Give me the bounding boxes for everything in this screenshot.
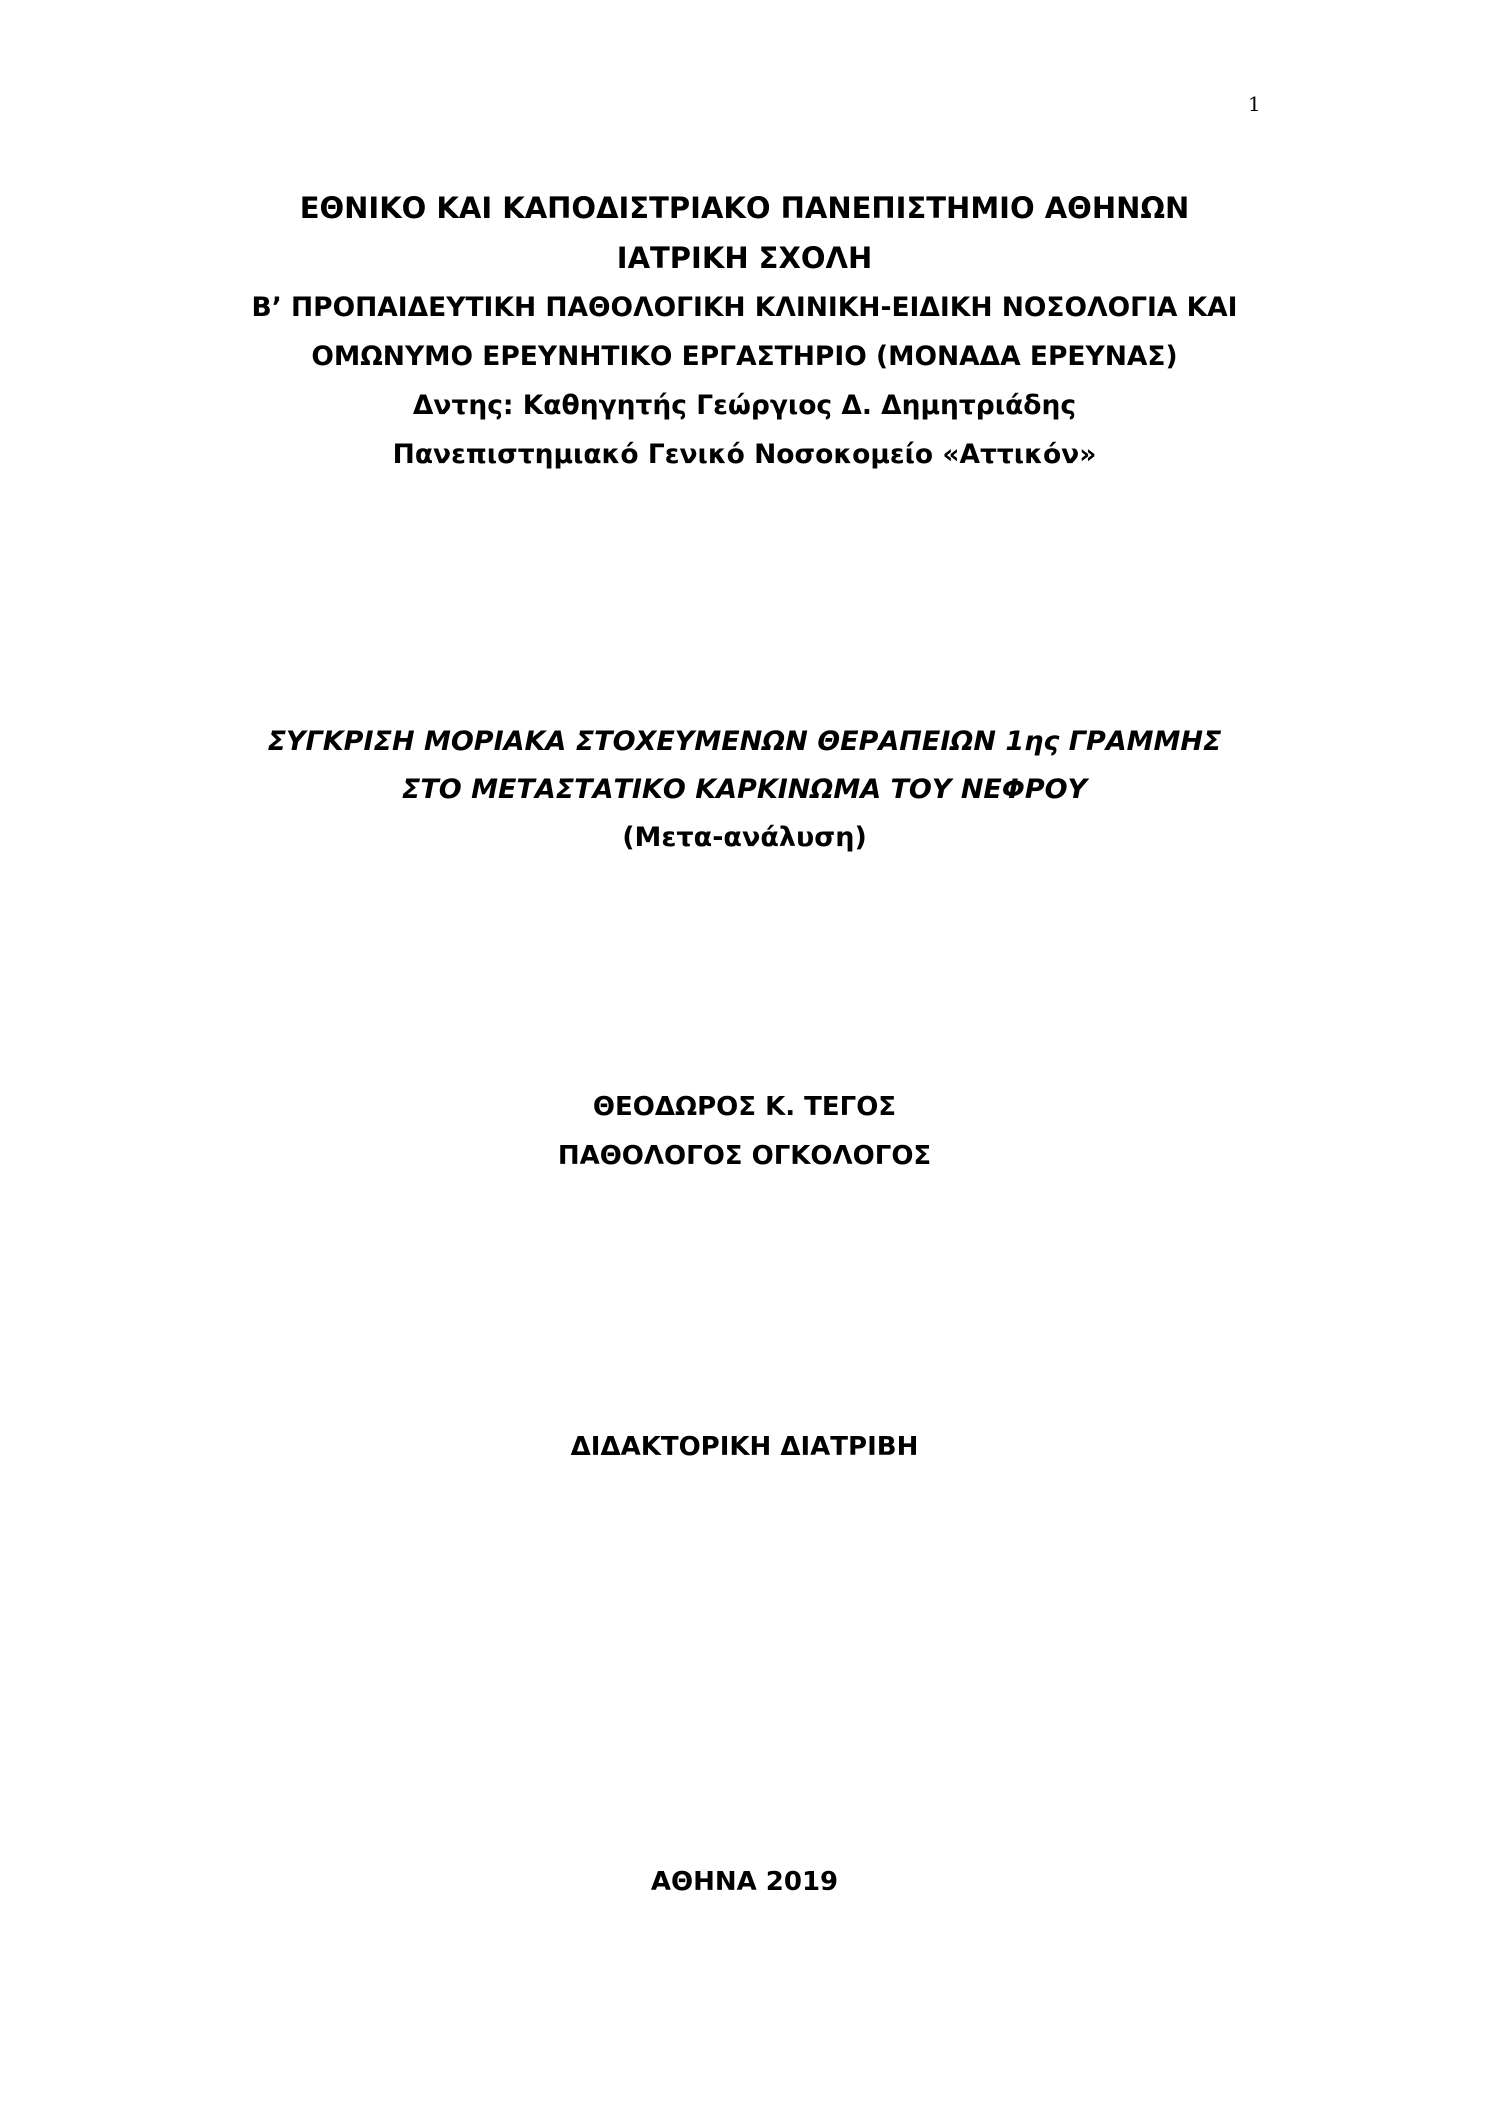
degree-text: ΔΙΔΑΚΤΟΡΙΚΗ ΔΙΑΤΡΙΒΗ	[570, 1432, 919, 1462]
clinic-name-line2: ΟΜΩΝΥΜΟ ΕΡΕΥΝΗΤΙΚΟ ΕΡΓΑΣΤΗΡΙΟ (ΜΟΝΑΔΑ ΕΡΕΥΝΑΣ)	[311, 341, 1178, 372]
degree-label	[0, 1427, 1489, 1467]
author-specialty: ΠΑΘΟΛΟΓΟΣ ΟΓΚΟΛΟΓΟΣ	[557, 1141, 932, 1171]
place-year-text: ΑΘΗΝΑ 2019	[650, 1867, 839, 1897]
institution-header	[0, 183, 1489, 479]
place-year	[0, 1862, 1489, 1902]
thesis-title-line2: ΣΤΟ ΜΕΤΑΣΤΑΤΙΚΟ ΚΑΡΚΙΝΩΜΑ ΤΟΥ ΝΕΦΡΟΥ	[401, 774, 1088, 805]
university-name: ΕΘΝΙΚΟ ΚΑΙ ΚΑΠΟΔΙΣΤΡΙΑΚΟ ΠΑΝΕΠΙΣΤΗΜΙΟ ΑΘΗΝΩΝ	[299, 191, 1190, 225]
thesis-title-line1: ΣΥΓΚΡΙΣΗ ΜΟΡΙΑΚΑ ΣΤΟΧΕΥΜΕΝΩΝ ΘΕΡΑΠΕΙΩΝ 1ης ΓΡΑΜΜΗΣ	[267, 726, 1222, 757]
thesis-subtitle: (Μετα-ανάλυση)	[622, 822, 867, 853]
director-name: Δντης: Καθηγητής Γεώργιος Δ. Δημητριάδης	[412, 390, 1077, 421]
hospital-name: Πανεπιστημιακό Γενικό Νοσοκομείο «Αττικόν»	[392, 439, 1097, 470]
page-number: 1	[1248, 92, 1261, 116]
thesis-title	[0, 718, 1489, 862]
clinic-name-line1: Β’ ΠΡΟΠΑΙΔΕΥΤΙΚΗ ΠΑΘΟΛΟΓΙΚΗ ΚΛΙΝΙΚΗ-ΕΙΔΙΚΗ ΝΟΣΟΛΟΓΙΑ ΚΑΙ	[251, 292, 1238, 323]
author-block	[0, 1083, 1489, 1181]
author-name: ΘΕΟΔΩΡΟΣ Κ. ΤΕΓΟΣ	[592, 1092, 897, 1122]
school-name: ΙΑΤΡΙΚΗ ΣΧΟΛΗ	[616, 241, 873, 275]
